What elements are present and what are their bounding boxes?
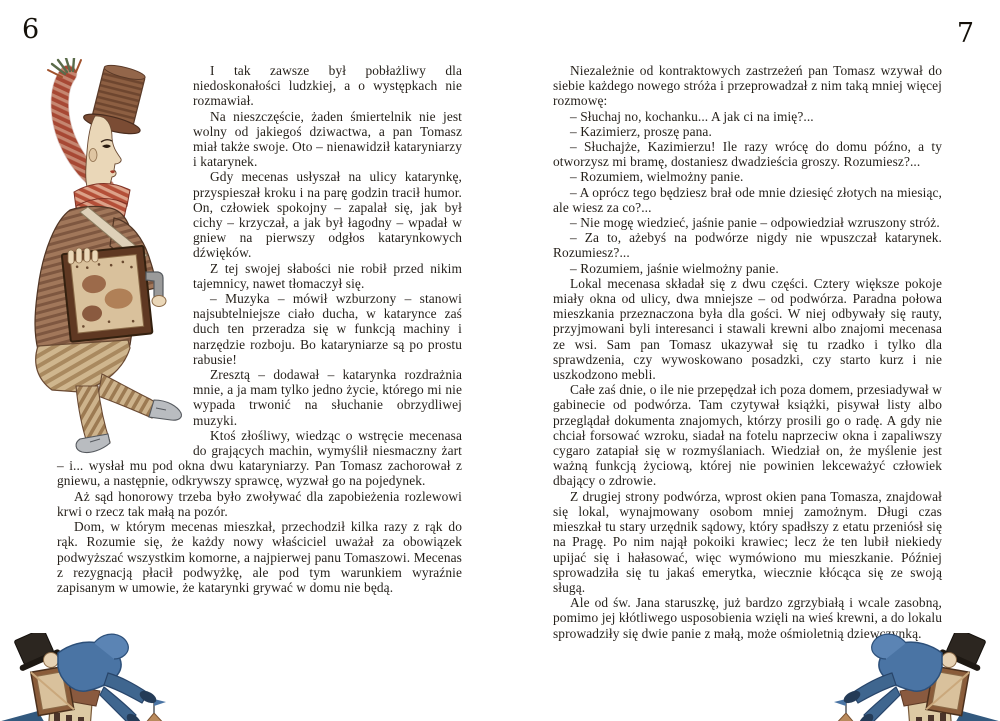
paragraph: – Nie mogę wiedzieć, jaśnie panie – odpowiedział wzruszony stróż. <box>570 215 940 231</box>
illustration-wrap-spacer <box>57 63 193 457</box>
paragraph: I tak zawsze był pobłażliwy dla niedoskonałości ludzkiej, a o występkach nie rozmawiał. <box>193 63 462 109</box>
paragraph: – Słuchajże, Kazimierzu! Ile razy wrócę do domu późno, a ty otworzysz mi bramę, dostaniesz dwadzieścia groszy. Rozumiesz?... <box>553 139 942 170</box>
paragraph: – Rozumiem, wielmożny panie. <box>570 169 744 185</box>
paragraph: Dom, w którym mecenas mieszkał, przechodził kilka razy z rąk do rąk. Rozumie się, że każdy nowy właściciel uważał za obowiązek podwyższać wszystkim komorne, a najpierwej panu Tomaszowi. Mecenas z rezygnacją płacił podwyżkę, ale pod tym warunkiem wyraźnie zapisanym w umowie, że katarynki grywać w domu nie będą. <box>57 519 462 595</box>
paragraph: Ale od św. Jana staruszkę, już bardzo zgrzybiałą i wcale zasobną, pomimo jej kłótliwego usposobienia wzięli na wieś krewni, a do lokalu sprowadziły się dwie panie z małą, może ośmioletnią dziewczynką. <box>553 595 942 641</box>
paragraph: – Za to, ażebyś na podwórze nigdy nie wpuszczał katarynek. Rozumiesz?... <box>553 230 942 261</box>
paragraph: Gdy mecenas usłyszał na ulicy katarynkę, przyspieszał kroku i na parę godzin tracił humor. On, człowiek spokojny – zapalał się, jak był cichy – krzyczał, a jak był łagodny – wpadał w gniew na pierwszy odgłos katarynkowych dźwięków. <box>193 169 462 261</box>
flying-man-houses-illustration-left <box>0 633 246 721</box>
paragraph: Z tej swojej słabości nie robił przed nikim tajemnicy, nawet tłomaczył się. <box>193 260 462 291</box>
paragraph: Aż sąd honorowy trzeba było zwoływać dla zapobieżenia rozlewowi krwi o rzecz tak małą na pozór. <box>57 488 462 519</box>
paragraph: – Słuchaj no, kochanku... A jak ci na imię?... <box>570 108 814 124</box>
page-number-right: 7 <box>956 18 974 49</box>
flying-man-houses-illustration-right <box>754 633 1000 721</box>
right-page-paragraphs <box>553 63 942 641</box>
paragraph: – Kazimierz, proszę pana. <box>570 123 712 139</box>
page-right <box>500 0 1000 721</box>
paragraph: Ktoś złośliwy, wiedząc o wstręcie mecenasa do grających machin, wymyślił niesmaczny żart – i... wysłał mu pod okna dwu kataryniarzy. Pan Tomasz zachorował z gniewu, a następnie, odkrywszy sprawcę, wyzwał go na pojedynek. <box>57 427 462 489</box>
paragraph: Lokal mecenasa składał się z dwu części. Cztery większe pokoje miały okna od ulicy, dwa mniejsze – od podwórza. Paradna połowa mieszkania przeznaczona była dla gości. W niej odbywały się rauty, przyjmowani byli interesanci i stawali krewni albo znajomi mecenasa ze wsi. Sam pan Tomasz ukazywał się tu rzadko i tylko dla sprawdzenia, czy wywoskowano posadzki, czy starto kurz i nie uszkodzono mebli. <box>553 275 942 383</box>
paragraph: – A oprócz tego będziesz brał ode mnie dziesięć złotych na miesiąc, ale wiesz za co?... <box>553 184 942 215</box>
paragraph: Niezależnie od kontraktowych zastrzeżeń pan Tomasz wzywał do siebie każdego nowego stróża i przeprowadzał z nim taką mniej więcej rozmowę: <box>553 63 942 109</box>
corner-vignette-left-svg <box>0 633 246 721</box>
paragraph: Całe zaś dnie, o ile nie przepędzał ich poza domem, przesiadywał w gabinecie od podwórza. Tam czytywał książki, pisywał listy albo przeglądał dokumenta znajomych, którzy prosili go o radę. A gdy nie chciał forsować wzroku, siadał na fotelu naprzeciw okna i zapaliwszy cygaro zatapiał się w rozmyślaniach. Wiedział on, że myślenie jest ważną funkcją życiową, której nie powinien lekceważyć człowiek dbający o zdrowie. <box>553 382 942 489</box>
right-page-text-block <box>553 63 942 641</box>
page-number-left: 6 <box>22 14 40 45</box>
left-page-text-block <box>57 63 462 595</box>
paragraph: – Rozumiem, jaśnie wielmożny panie. <box>570 260 779 276</box>
paragraph: Na nieszczęście, żaden śmiertelnik nie jest wolny od jakiegoś dziwactwa, a pan Tomasz miał także swoje. Oto – nienawidził kataryniarzy i katarynek. <box>193 108 462 170</box>
paragraph: Z drugiej strony podwórza, wprost okien pana Tomasza, znajdował się lokal, wynajmowany osobom mniej zamożnym. Długi czas mieszkał tu stary urzędnik sądowy, który spadłszy z etatu przeniósł się na Pragę. Po nim najął pokoiki krawiec; lecz że ten lubił niekiedy upijać się i hałasować, więc wymówiono mu mieszkanie. Później sprowadziła się tu jakaś emerytka, wiecznie kłócąca się ze swoją sługą. <box>553 488 942 595</box>
corner-vignette-right-svg <box>754 633 1000 721</box>
paragraph: – Muzyka – mówił wzburzony – stanowi najsubtelniejsze ciało ducha, w katarynce zaś duch ten przeradza się w funkcją machiny i narzędzie rozboju. Bo kataryniarze są po prostu rabusie! <box>193 291 462 367</box>
paragraph: Zresztą – dodawał – katarynka rozdrażnia mnie, a ja mam tylko jedno życie, którego mi nie wypada trwonić na słuchanie obrzydliwej muzyki. <box>193 367 462 428</box>
